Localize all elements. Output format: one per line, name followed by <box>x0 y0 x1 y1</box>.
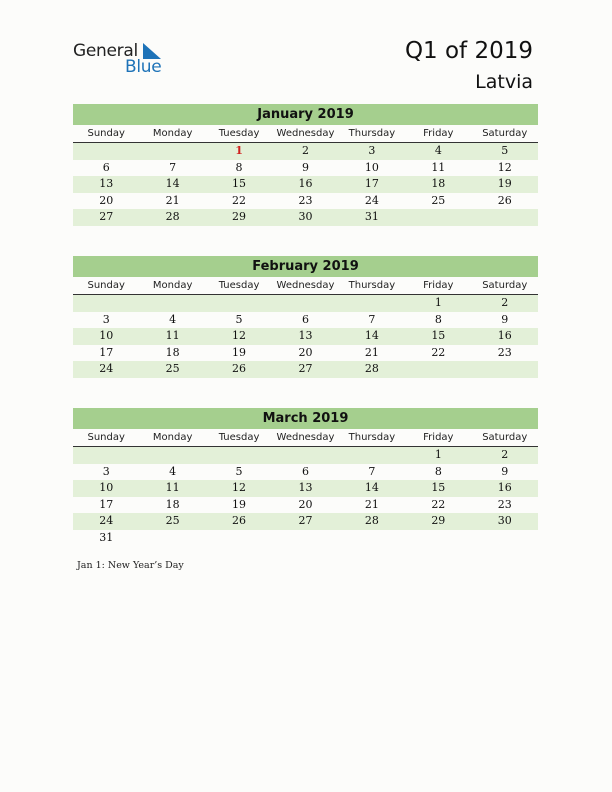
day-cell: 31 <box>364 210 379 224</box>
empty-day-cell <box>206 447 272 464</box>
day-cell: 13 <box>298 481 313 495</box>
day-cell: 22 <box>431 497 446 511</box>
day-cell: 6 <box>102 160 110 174</box>
weekday-label: Friday <box>423 280 454 291</box>
day-cell: 8 <box>235 160 243 174</box>
weekday-label: Friday <box>423 128 454 139</box>
empty-day-cell <box>339 447 405 464</box>
month-calendar <box>73 408 538 547</box>
day-cell: 23 <box>298 193 313 207</box>
day-cell: 15 <box>431 329 446 343</box>
day-cell: 14 <box>364 329 379 343</box>
day-cell: 11 <box>165 329 180 343</box>
day-cell: 2 <box>501 448 509 461</box>
day-cell: 7 <box>169 160 177 174</box>
week-row <box>73 328 538 345</box>
day-cell: 16 <box>298 177 313 191</box>
week-row <box>73 143 538 160</box>
empty-day-cell <box>472 209 538 226</box>
weekday-label: Thursday <box>348 432 396 443</box>
weekday-header-row <box>73 125 538 143</box>
day-cell: 3 <box>368 144 376 157</box>
empty-day-cell <box>206 530 272 547</box>
weekday-label: Wednesday <box>276 280 335 291</box>
day-cell: 1 <box>434 448 442 461</box>
week-row <box>73 193 538 210</box>
day-cell: 10 <box>364 160 379 174</box>
day-cell: 7 <box>368 312 376 326</box>
day-cell: 11 <box>431 160 446 174</box>
month-header <box>73 408 538 429</box>
empty-day-cell <box>339 530 405 547</box>
day-cell: 24 <box>99 362 114 376</box>
weekday-label: Tuesday <box>218 128 260 139</box>
weekday-header-row <box>73 429 538 447</box>
day-cell: 15 <box>232 177 247 191</box>
month-header <box>73 104 538 125</box>
day-cell: 27 <box>298 362 313 376</box>
empty-day-cell <box>272 447 338 464</box>
day-cell: 21 <box>165 193 180 207</box>
day-cell: 10 <box>99 329 114 343</box>
day-cell: 23 <box>497 345 512 359</box>
day-cell: 3 <box>102 464 110 478</box>
day-cell: 2 <box>501 296 509 309</box>
day-cell: 7 <box>368 464 376 478</box>
weekday-label: Wednesday <box>276 128 335 139</box>
day-cell: 12 <box>497 160 512 174</box>
day-cell: 5 <box>235 312 243 326</box>
weekday-label: Saturday <box>482 280 528 291</box>
day-cell: 30 <box>497 514 512 528</box>
week-row <box>73 464 538 481</box>
empty-day-cell <box>73 447 139 464</box>
empty-day-cell <box>73 143 139 160</box>
week-row <box>73 480 538 497</box>
empty-day-cell <box>139 447 205 464</box>
weekday-label: Saturday <box>482 432 528 443</box>
week-row <box>73 361 538 378</box>
day-cell: 9 <box>501 464 509 478</box>
day-cell: 5 <box>235 464 243 478</box>
empty-day-cell <box>339 295 405 312</box>
day-cell: 25 <box>165 514 180 528</box>
weekday-label: Friday <box>423 432 454 443</box>
day-cell: 2 <box>301 144 309 157</box>
day-cell: 17 <box>99 345 114 359</box>
day-cell: 28 <box>364 514 379 528</box>
weekday-label: Monday <box>152 128 193 139</box>
day-cell: 15 <box>431 481 446 495</box>
week-row <box>73 312 538 329</box>
day-cell: 26 <box>232 514 247 528</box>
day-cell: 1 <box>235 144 243 157</box>
day-cell: 20 <box>99 193 114 207</box>
day-cell: 6 <box>301 312 309 326</box>
day-cell: 1 <box>434 296 442 309</box>
day-cell: 16 <box>497 481 512 495</box>
month-title: February 2019 <box>252 259 359 274</box>
empty-day-cell <box>139 295 205 312</box>
empty-day-cell <box>272 530 338 547</box>
day-cell: 5 <box>501 144 509 157</box>
day-cell: 13 <box>298 329 313 343</box>
day-cell: 10 <box>99 481 114 495</box>
empty-day-cell <box>405 209 471 226</box>
day-cell: 27 <box>298 514 313 528</box>
week-row <box>73 497 538 514</box>
weekday-label: Sunday <box>87 128 125 139</box>
day-cell: 29 <box>431 514 446 528</box>
day-cell: 20 <box>298 345 313 359</box>
empty-day-cell <box>472 530 538 547</box>
weekday-label: Tuesday <box>218 280 260 291</box>
day-cell: 9 <box>301 160 309 174</box>
month-title: March 2019 <box>262 411 349 426</box>
month-header <box>73 256 538 277</box>
day-cell: 26 <box>497 193 512 207</box>
weekday-label: Thursday <box>348 280 396 291</box>
day-cell: 13 <box>99 177 114 191</box>
weekday-label: Tuesday <box>218 432 260 443</box>
day-cell: 28 <box>364 362 379 376</box>
day-cell: 12 <box>232 481 247 495</box>
day-cell: 17 <box>364 177 379 191</box>
empty-day-cell <box>405 361 471 378</box>
day-cell: 4 <box>169 464 177 478</box>
day-cell: 22 <box>232 193 247 207</box>
week-row <box>73 447 538 464</box>
day-cell: 16 <box>497 329 512 343</box>
day-cell: 21 <box>364 345 379 359</box>
month-calendar <box>73 104 538 226</box>
empty-day-cell <box>206 295 272 312</box>
empty-day-cell <box>139 530 205 547</box>
day-cell: 31 <box>99 530 114 544</box>
brand-word-general: General <box>73 41 138 61</box>
day-cell: 19 <box>497 177 512 191</box>
day-cell: 19 <box>232 345 247 359</box>
week-row <box>73 513 538 530</box>
week-row <box>73 530 538 547</box>
day-cell: 28 <box>165 210 180 224</box>
holiday-note: Jan 1: New Year’s Day <box>77 560 184 571</box>
day-cell: 18 <box>431 177 446 191</box>
day-cell: 25 <box>165 362 180 376</box>
week-row <box>73 295 538 312</box>
empty-day-cell <box>139 143 205 160</box>
weekday-header-row <box>73 277 538 295</box>
day-cell: 18 <box>165 345 180 359</box>
day-cell: 17 <box>99 497 114 511</box>
empty-day-cell <box>405 530 471 547</box>
brand-logo <box>73 41 173 77</box>
day-cell: 29 <box>232 210 247 224</box>
weekday-label: Thursday <box>348 128 396 139</box>
week-row <box>73 209 538 226</box>
page-title: Q1 of 2019 <box>404 38 533 64</box>
day-cell: 20 <box>298 497 313 511</box>
day-cell: 22 <box>431 345 446 359</box>
week-row <box>73 160 538 177</box>
day-cell: 8 <box>434 312 442 326</box>
day-cell: 24 <box>364 193 379 207</box>
day-cell: 26 <box>232 362 247 376</box>
weekday-label: Sunday <box>87 280 125 291</box>
brand-word-blue: Blue <box>125 57 162 77</box>
day-cell: 25 <box>431 193 446 207</box>
day-cell: 23 <box>497 497 512 511</box>
day-cell: 14 <box>364 481 379 495</box>
day-cell: 4 <box>434 144 442 157</box>
month-title: January 2019 <box>257 107 354 122</box>
day-cell: 14 <box>165 177 180 191</box>
week-row <box>73 176 538 193</box>
day-cell: 18 <box>165 497 180 511</box>
day-cell: 21 <box>364 497 379 511</box>
day-cell: 3 <box>102 312 110 326</box>
day-cell: 30 <box>298 210 313 224</box>
day-cell: 11 <box>165 481 180 495</box>
weekday-label: Monday <box>152 432 193 443</box>
day-cell: 9 <box>501 312 509 326</box>
day-cell: 27 <box>99 210 114 224</box>
country-name: Latvia <box>475 71 533 93</box>
week-row <box>73 345 538 362</box>
day-cell: 6 <box>301 464 309 478</box>
month-calendar <box>73 256 538 378</box>
empty-day-cell <box>472 361 538 378</box>
weekday-label: Sunday <box>87 432 125 443</box>
weekday-label: Saturday <box>482 128 528 139</box>
day-cell: 8 <box>434 464 442 478</box>
day-cell: 24 <box>99 514 114 528</box>
empty-day-cell <box>272 295 338 312</box>
weekday-label: Wednesday <box>276 432 335 443</box>
weekday-label: Monday <box>152 280 193 291</box>
day-cell: 19 <box>232 497 247 511</box>
day-cell: 4 <box>169 312 177 326</box>
day-cell: 12 <box>232 329 247 343</box>
empty-day-cell <box>73 295 139 312</box>
